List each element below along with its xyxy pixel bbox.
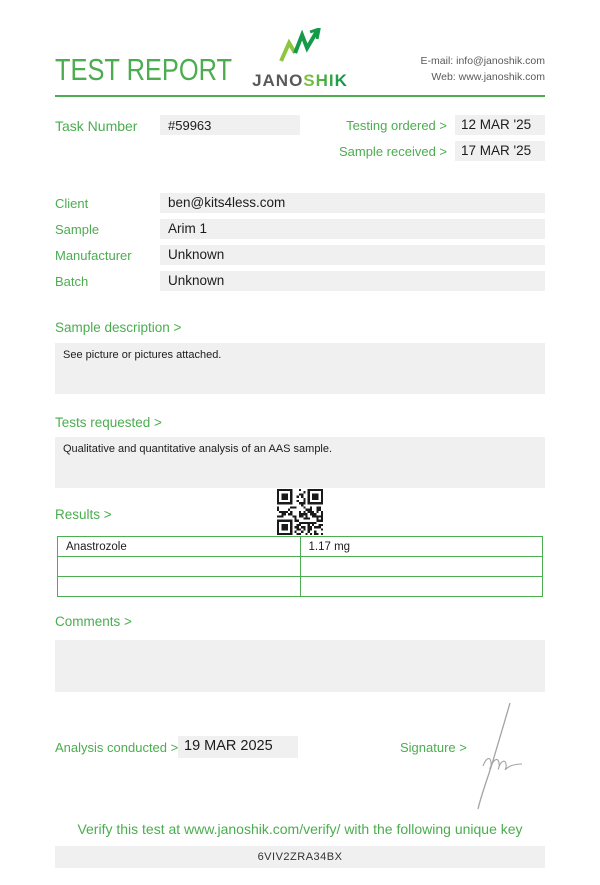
- table-row: [58, 537, 543, 557]
- signature-scribble: [468, 700, 530, 817]
- sample-value: Arim 1: [160, 219, 545, 239]
- result-amount: 1.17 mg: [300, 537, 543, 557]
- result-amount: [300, 557, 543, 577]
- manufacturer-value: Unknown: [160, 245, 545, 265]
- contact-web: Web: www.janoshik.com: [431, 71, 545, 84]
- batch-value: Unknown: [160, 271, 545, 291]
- manufacturer-row: [55, 245, 545, 265]
- client-value: ben@kits4less.com: [160, 193, 545, 213]
- result-substance: Anastrozole: [58, 537, 301, 557]
- task-number-value: #59963: [160, 115, 300, 135]
- verify-instruction: Verify this test at www.janoshik.com/verify/ with the following unique key: [77, 821, 523, 837]
- sample-description-heading: Sample description >: [55, 320, 182, 335]
- sample-received-label: Sample received >: [338, 143, 447, 159]
- batch-row: [55, 271, 545, 291]
- verify-key: 6VIV2ZRA34BX: [55, 846, 545, 868]
- sample-info-block: [55, 193, 545, 297]
- tests-requested-box: Qualitative and quantitative analysis of an AAS sample.: [55, 437, 545, 488]
- comments-heading: Comments >: [55, 614, 132, 629]
- header-divider: [55, 95, 545, 97]
- contact-email: E-mail: info@janoshik.com: [420, 55, 545, 67]
- signature-label: Signature >: [400, 740, 467, 755]
- testing-ordered-label: Testing ordered >: [346, 117, 447, 133]
- qr-code: [277, 489, 323, 535]
- testing-ordered-value: 12 MAR '25: [455, 115, 545, 135]
- sample-received-value: 17 MAR '25: [455, 141, 545, 161]
- chart-growth-icon: [274, 28, 326, 69]
- task-number-label: Task Number: [55, 118, 138, 134]
- analysis-conducted-value: 19 MAR 2025: [178, 736, 298, 758]
- table-row: [58, 557, 543, 577]
- analysis-conducted-label: Analysis conducted >: [55, 740, 179, 755]
- results-heading: Results >: [55, 507, 112, 522]
- table-row: [58, 577, 543, 597]
- client-row: [55, 193, 545, 213]
- client-label: Client: [55, 195, 89, 211]
- sample-description-box: See picture or pictures attached.: [55, 343, 545, 394]
- contact-info: [421, 53, 545, 86]
- testing-ordered-row: [339, 115, 545, 135]
- result-substance: [58, 557, 301, 577]
- sample-received-row: [339, 141, 545, 161]
- sample-label: Sample: [55, 221, 100, 237]
- page-title: TEST REPORT: [55, 52, 233, 87]
- comments-box: [55, 640, 545, 692]
- tests-requested-heading: Tests requested >: [55, 415, 162, 430]
- manufacturer-label: Manufacturer: [55, 247, 132, 263]
- dates-block: [339, 115, 545, 167]
- logo-wordmark: JANOSHIK: [252, 71, 348, 90]
- results-table: [57, 536, 543, 597]
- result-substance: [58, 577, 301, 597]
- batch-label: Batch: [55, 273, 89, 289]
- janoshik-logo: [252, 28, 348, 91]
- sample-row: [55, 219, 545, 239]
- result-amount: [300, 577, 543, 597]
